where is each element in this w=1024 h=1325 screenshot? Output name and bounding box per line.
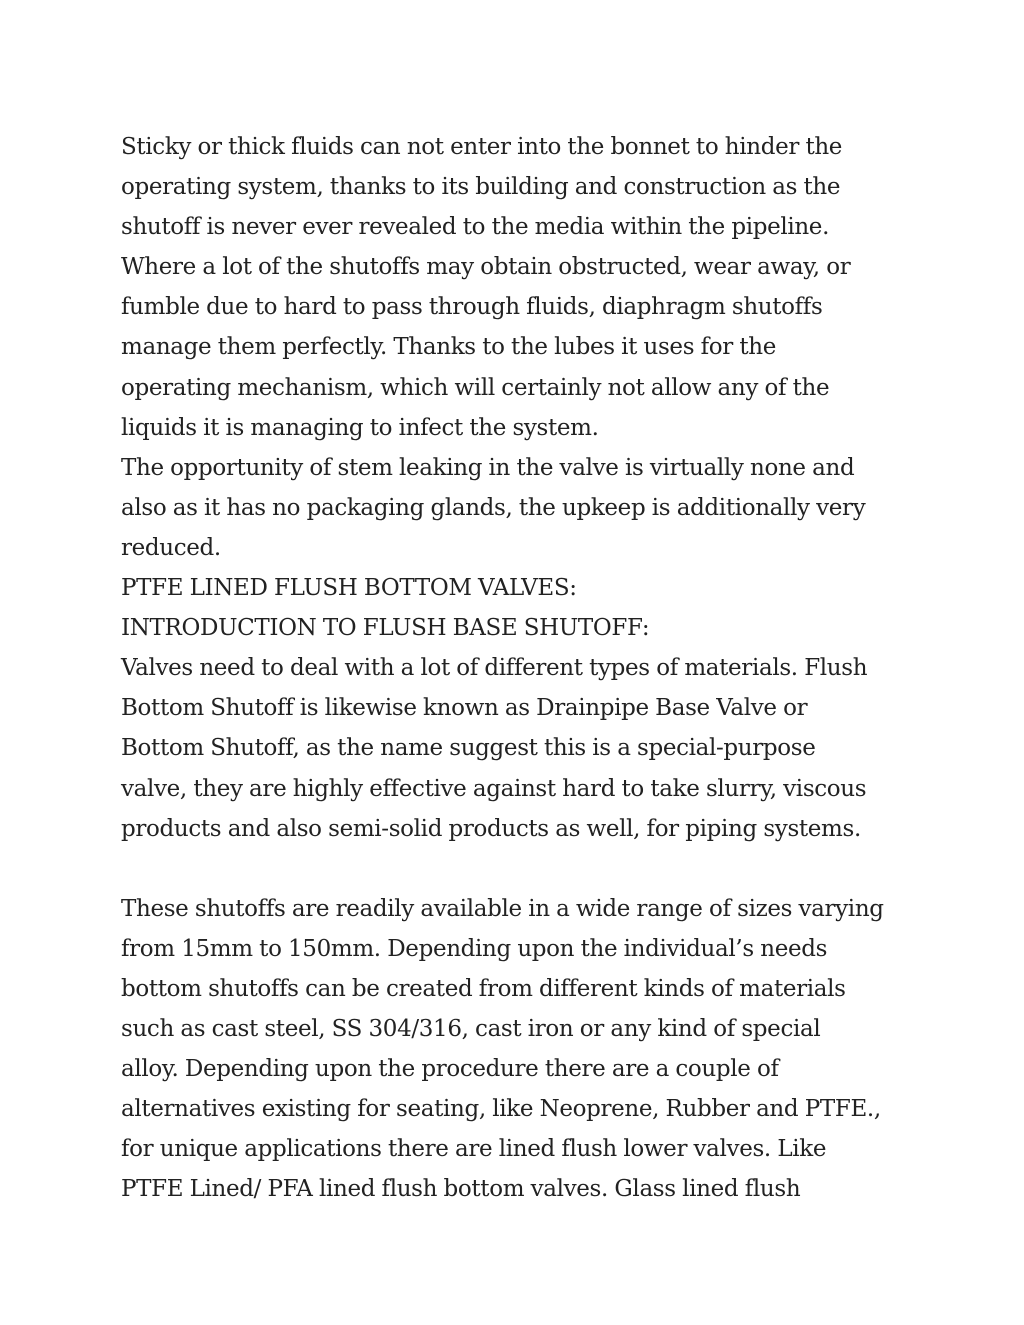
text-line: fumble due to hard to pass through fluids, diaphragm shutoffs xyxy=(121,294,823,321)
paragraph-flush-bottom-intro xyxy=(121,648,921,848)
text-line: operating system, thanks to its building and construction as the xyxy=(121,174,841,201)
text-line: alternatives existing for seating, like Neoprene, Rubber and PTFE., xyxy=(121,1096,881,1123)
document-page xyxy=(121,127,921,1210)
paragraph-stem-protection xyxy=(121,127,921,448)
text-line: The opportunity of stem leaking in the valve is virtually none and xyxy=(121,454,855,481)
text-line: manage them perfectly. Thanks to the lubes it uses for the xyxy=(121,334,776,361)
text-line: such as cast steel, SS 304/316, cast iron or any kind of special xyxy=(121,1016,821,1043)
paragraph-stem-leaking xyxy=(121,448,921,568)
text-line: Bottom Shutoff is likewise known as Drainpipe Base Valve or xyxy=(121,695,808,722)
text-line: products and also semi-solid products as well, for piping systems. xyxy=(121,815,861,842)
section-heading-ptfe-lined: PTFE LINED FLUSH BOTTOM VALVES: xyxy=(121,575,577,602)
text-line: alloy. Depending upon the procedure there are a couple of xyxy=(121,1056,779,1083)
text-line: valve, they are highly effective against hard to take slurry, viscous xyxy=(121,775,867,802)
paragraph-spacer xyxy=(121,849,921,889)
text-line: Bottom Shutoff, as the name suggest this is a special-purpose xyxy=(121,735,816,762)
paragraph-sizes-materials xyxy=(121,889,921,1210)
text-line: bottom shutoffs can be created from different kinds of materials xyxy=(121,975,846,1002)
text-line: Valves need to deal with a lot of different types of materials. Flush xyxy=(121,655,868,682)
text-line: also as it has no packaging glands, the upkeep is additionally very xyxy=(121,494,866,521)
text-line: PTFE Lined/ PFA lined flush bottom valves. Glass lined flush xyxy=(121,1176,801,1203)
text-line: from 15mm to 150mm. Depending upon the individual’s needs xyxy=(121,935,828,962)
section-heading-introduction: INTRODUCTION TO FLUSH BASE SHUTOFF: xyxy=(121,615,650,642)
text-line: These shutoffs are readily available in a wide range of sizes varying xyxy=(121,895,884,922)
text-line: liquids it is managing to infect the system. xyxy=(121,414,599,441)
text-line: Where a lot of the shutoffs may obtain obstructed, wear away, or xyxy=(121,254,851,281)
text-line: Sticky or thick fluids can not enter into the bonnet to hinder the xyxy=(121,134,843,160)
text-line: reduced. xyxy=(121,534,221,561)
text-line: shutoff is never ever revealed to the media within the pipeline. xyxy=(121,214,830,241)
text-line: for unique applications there are lined flush lower valves. Like xyxy=(121,1136,827,1163)
text-line: operating mechanism, which will certainly not allow any of the xyxy=(121,374,830,401)
